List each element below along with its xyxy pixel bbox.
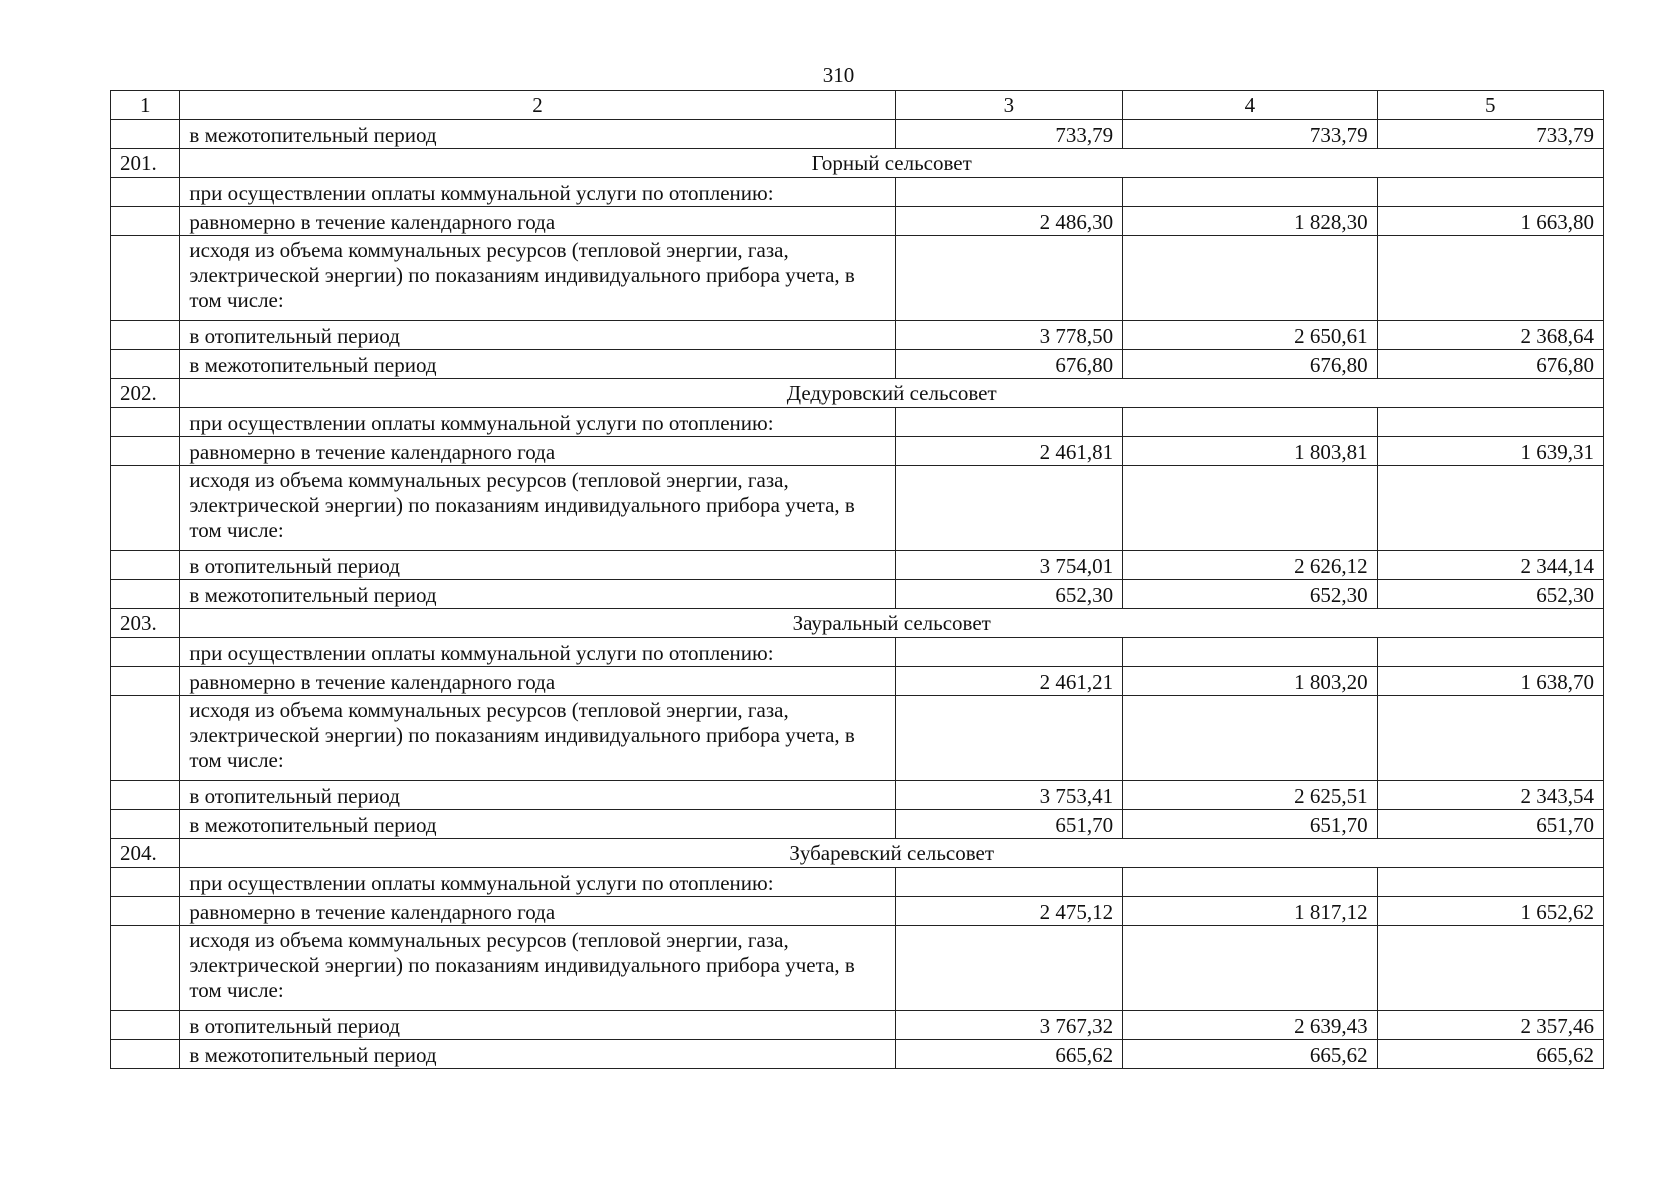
value-cell: 676,80 (895, 350, 1122, 379)
row-number-cell (111, 667, 180, 696)
row-label-cell: в межотопительный период (180, 580, 895, 609)
row-label-cell: равномерно в течение календарного года (180, 897, 895, 926)
value-cell: 1 638,70 (1377, 667, 1603, 696)
row-number-cell (111, 1040, 180, 1069)
row-label-cell: исходя из объема коммунальных ресурсов (тепловой энергии, газа, электрической энергии) по показаниям индивидуального прибора учета, в том числе: (180, 926, 895, 1011)
table-row (111, 207, 1604, 236)
section-title: Горный сельсовет (180, 149, 1604, 178)
value-cell: 2 357,46 (1377, 1011, 1603, 1040)
value-cell (895, 236, 1122, 321)
row-number-cell (111, 321, 180, 350)
table-row (111, 466, 1604, 551)
table-row (111, 551, 1604, 580)
table-row (111, 781, 1604, 810)
table-row (111, 810, 1604, 839)
value-cell: 2 486,30 (895, 207, 1122, 236)
value-cell: 2 650,61 (1123, 321, 1378, 350)
value-cell (1377, 868, 1603, 897)
value-cell: 652,30 (1123, 580, 1378, 609)
table-row (111, 897, 1604, 926)
table-row (111, 120, 1604, 149)
column-number-cell: 4 (1123, 91, 1378, 120)
value-cell: 652,30 (895, 580, 1122, 609)
value-cell: 2 625,51 (1123, 781, 1378, 810)
value-cell (1377, 696, 1603, 781)
value-cell (895, 868, 1122, 897)
value-cell: 733,79 (895, 120, 1122, 149)
value-cell: 2 461,21 (895, 667, 1122, 696)
row-label-cell: в межотопительный период (180, 1040, 895, 1069)
table-row (111, 236, 1604, 321)
value-cell (1377, 178, 1603, 207)
value-cell (1377, 408, 1603, 437)
value-cell: 651,70 (895, 810, 1122, 839)
row-label-cell: равномерно в течение календарного года (180, 667, 895, 696)
row-number-cell (111, 350, 180, 379)
value-cell: 665,62 (895, 1040, 1122, 1069)
row-label-cell: в отопительный период (180, 551, 895, 580)
table-row (111, 580, 1604, 609)
column-number-cell: 1 (111, 91, 180, 120)
row-number-cell (111, 781, 180, 810)
section-header-row (111, 379, 1604, 408)
row-label-cell: исходя из объема коммунальных ресурсов (тепловой энергии, газа, электрической энергии) по показаниям индивидуального прибора учета, в том числе: (180, 236, 895, 321)
section-title: Зубаревский сельсовет (180, 839, 1604, 868)
value-cell: 1 652,62 (1377, 897, 1603, 926)
row-number-cell (111, 696, 180, 781)
table-row (111, 868, 1604, 897)
row-number-cell (111, 897, 180, 926)
section-header-row (111, 839, 1604, 868)
section-number: 201. (111, 149, 180, 178)
table-body (111, 91, 1604, 1069)
row-number-cell (111, 207, 180, 236)
row-label-cell: при осуществлении оплаты коммунальной услуги по отоплению: (180, 178, 895, 207)
row-number-cell (111, 926, 180, 1011)
table-row (111, 178, 1604, 207)
row-label-cell: равномерно в течение календарного года (180, 207, 895, 236)
section-header-row (111, 609, 1604, 638)
table-row (111, 408, 1604, 437)
table-row (111, 1011, 1604, 1040)
value-cell (895, 696, 1122, 781)
table-row (111, 1040, 1604, 1069)
row-label-cell: в межотопительный период (180, 120, 895, 149)
value-cell: 2 368,64 (1377, 321, 1603, 350)
value-cell (1123, 408, 1378, 437)
value-cell (1123, 696, 1378, 781)
row-label-cell: в отопительный период (180, 1011, 895, 1040)
row-label-cell: при осуществлении оплаты коммунальной услуги по отоплению: (180, 638, 895, 667)
row-label-cell: в отопительный период (180, 321, 895, 350)
row-label-cell: в отопительный период (180, 781, 895, 810)
section-number: 203. (111, 609, 180, 638)
column-number-cell: 2 (180, 91, 895, 120)
value-cell: 3 778,50 (895, 321, 1122, 350)
tariff-table (110, 90, 1604, 1069)
value-cell (895, 926, 1122, 1011)
value-cell (1377, 638, 1603, 667)
table-row (111, 696, 1604, 781)
column-number-cell: 5 (1377, 91, 1603, 120)
value-cell: 1 803,81 (1123, 437, 1378, 466)
column-number-row (111, 91, 1604, 120)
value-cell: 1 663,80 (1377, 207, 1603, 236)
value-cell: 733,79 (1377, 120, 1603, 149)
value-cell (895, 466, 1122, 551)
value-cell: 676,80 (1377, 350, 1603, 379)
value-cell: 652,30 (1377, 580, 1603, 609)
value-cell: 1 828,30 (1123, 207, 1378, 236)
value-cell (1123, 868, 1378, 897)
value-cell: 1 639,31 (1377, 437, 1603, 466)
value-cell (1377, 236, 1603, 321)
row-label-cell: при осуществлении оплаты коммунальной услуги по отоплению: (180, 408, 895, 437)
value-cell: 3 754,01 (895, 551, 1122, 580)
row-number-cell (111, 120, 180, 149)
row-number-cell (111, 408, 180, 437)
value-cell: 651,70 (1123, 810, 1378, 839)
section-title: Дедуровский сельсовет (180, 379, 1604, 408)
value-cell: 1 803,20 (1123, 667, 1378, 696)
table-row (111, 638, 1604, 667)
section-number: 204. (111, 839, 180, 868)
table-row (111, 926, 1604, 1011)
value-cell: 651,70 (1377, 810, 1603, 839)
value-cell: 3 767,32 (895, 1011, 1122, 1040)
row-number-cell (111, 868, 180, 897)
value-cell (895, 638, 1122, 667)
page-number: 310 (822, 63, 855, 87)
value-cell: 2 475,12 (895, 897, 1122, 926)
column-number-cell: 3 (895, 91, 1122, 120)
value-cell (895, 408, 1122, 437)
value-cell (1377, 926, 1603, 1011)
row-number-cell (111, 638, 180, 667)
row-number-cell (111, 437, 180, 466)
value-cell (1123, 926, 1378, 1011)
section-number: 202. (111, 379, 180, 408)
value-cell: 676,80 (1123, 350, 1378, 379)
value-cell (1377, 466, 1603, 551)
value-cell: 2 461,81 (895, 437, 1122, 466)
row-number-cell (111, 580, 180, 609)
table-row (111, 321, 1604, 350)
row-number-cell (111, 178, 180, 207)
row-label-cell: в межотопительный период (180, 810, 895, 839)
row-number-cell (111, 551, 180, 580)
value-cell: 665,62 (1377, 1040, 1603, 1069)
row-label-cell: в межотопительный период (180, 350, 895, 379)
value-cell: 733,79 (1123, 120, 1378, 149)
value-cell (1123, 638, 1378, 667)
value-cell: 665,62 (1123, 1040, 1378, 1069)
value-cell (1123, 466, 1378, 551)
value-cell: 2 639,43 (1123, 1011, 1378, 1040)
row-label-cell: исходя из объема коммунальных ресурсов (тепловой энергии, газа, электрической энергии) по показаниям индивидуального прибора учета, в том числе: (180, 466, 895, 551)
table-row (111, 667, 1604, 696)
table-row (111, 350, 1604, 379)
row-label-cell: при осуществлении оплаты коммунальной услуги по отоплению: (180, 868, 895, 897)
row-number-cell (111, 466, 180, 551)
table-row (111, 437, 1604, 466)
value-cell: 2 626,12 (1123, 551, 1378, 580)
value-cell: 1 817,12 (1123, 897, 1378, 926)
row-number-cell (111, 1011, 180, 1040)
value-cell (895, 178, 1122, 207)
section-header-row (111, 149, 1604, 178)
value-cell: 2 343,54 (1377, 781, 1603, 810)
row-label-cell: исходя из объема коммунальных ресурсов (тепловой энергии, газа, электрической энергии) по показаниям индивидуального прибора учета, в том числе: (180, 696, 895, 781)
value-cell (1123, 178, 1378, 207)
section-title: Зауральный сельсовет (180, 609, 1604, 638)
row-number-cell (111, 236, 180, 321)
value-cell (1123, 236, 1378, 321)
value-cell: 2 344,14 (1377, 551, 1603, 580)
row-label-cell: равномерно в течение календарного года (180, 437, 895, 466)
row-number-cell (111, 810, 180, 839)
value-cell: 3 753,41 (895, 781, 1122, 810)
